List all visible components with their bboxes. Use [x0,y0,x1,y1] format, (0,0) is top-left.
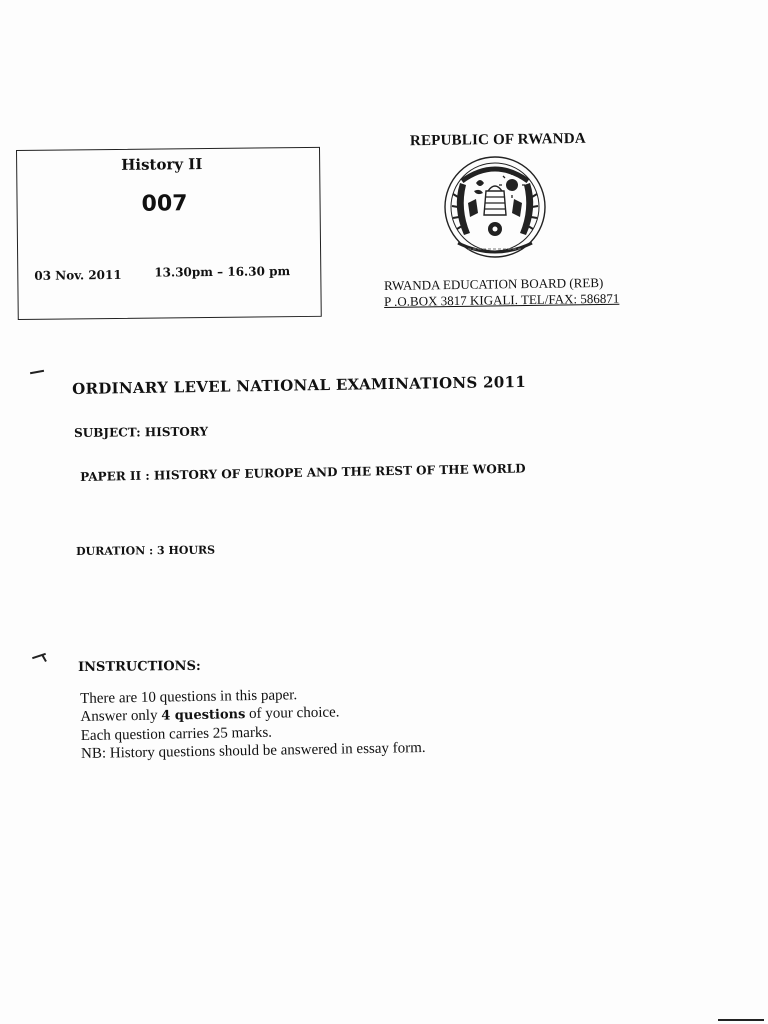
instructions-list [80,684,426,763]
instruction-text: Answer only [80,707,162,725]
board-address: P .O.BOX 3817 KIGALI. TEL/FAX: 586871 [384,290,620,309]
instruction-text: of your choice. [245,704,340,723]
paper-code: 007 [141,191,188,217]
scan-mark [41,654,47,662]
republic-heading: REPUBLIC OF RWANDA [409,130,586,150]
rwanda-coat-of-arms-icon [440,153,550,265]
exam-title: ORDINARY LEVEL NATIONAL EXAMINATIONS 2011 [72,372,527,398]
scan-mark [718,1019,764,1021]
exam-code-box [16,147,322,320]
instructions-heading: INSTRUCTIONS: [78,658,201,675]
instruction-emphasis: 4 questions [161,707,246,724]
instruction-line: Each question carries 25 marks. [80,724,273,744]
exam-date: 03 Nov. 2011 [34,267,122,283]
instruction-line: NB: History questions should be answered in essay form. [80,739,426,762]
exam-time: 13.30pm – 16.30 pm [154,264,291,280]
paper-line: PAPER II : HISTORY OF EUROPE AND THE REST OF THE WORLD [80,461,526,484]
subject-line: SUBJECT: HISTORY [74,424,209,440]
issuing-board: RWANDA EDUCATION BOARD (REB) [384,274,604,293]
duration-line: DURATION : 3 HOURS [76,543,216,558]
paper-subject: History II [121,155,203,174]
scan-mark [30,370,44,374]
instruction-line: There are 10 questions in this paper. [80,687,298,707]
